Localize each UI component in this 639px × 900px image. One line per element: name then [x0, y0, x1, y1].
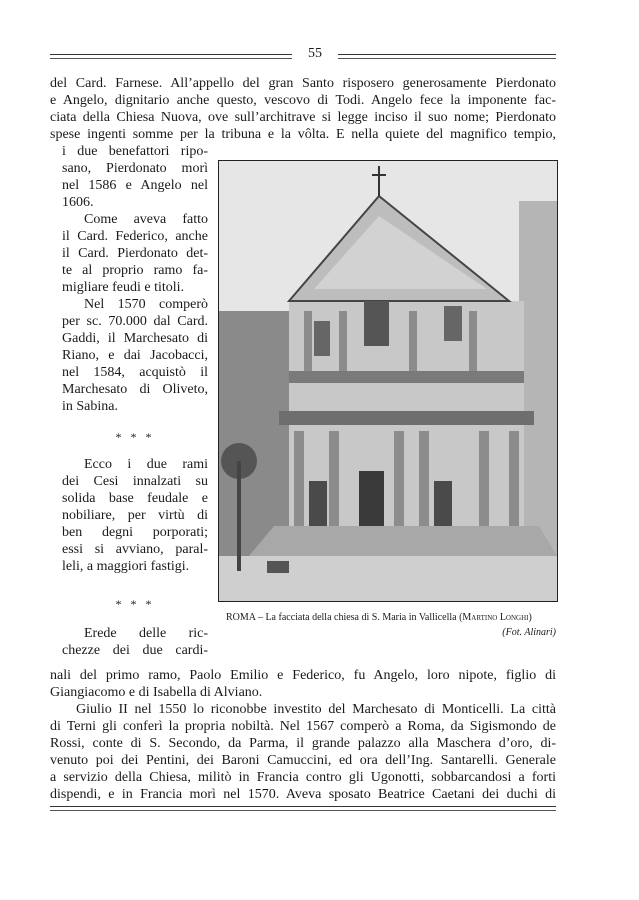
text-line: sano, Pierdonato morì	[62, 161, 208, 176]
text-line: Riano, e dai Jacobacci,	[62, 348, 208, 363]
text-line: di Terni gli conferì la propria nobiltà. Nel 1567 comperò a Roma, da Sigismondo de	[50, 719, 556, 734]
section-separator: * * *	[115, 430, 155, 444]
text-line: Rossi, conte di S. Secondo, da Parma, il grande palazzo alla Maschera d’oro, di-	[50, 736, 556, 751]
text-line: a servizio della Chiesa, militò in Francia contro gli Ugonotti, sobbarcandosi a forti	[50, 770, 556, 785]
text-line: Giangiacomo e di Isabella di Alviano.	[50, 685, 263, 700]
text-line: ciata della Chiesa Nuova, ove sull’architrave si legge inciso il suo nome; Pierdonato	[50, 110, 556, 125]
text-line: nel 1586 e Angelo nel	[62, 178, 208, 193]
text-line: i due benefattori ripo-	[62, 144, 208, 159]
text-line: Giulio II nel 1550 lo riconobbe investito del Marchesato di Monticelli. La città	[76, 702, 556, 717]
text-line: dei Cesi innalzati su	[62, 474, 208, 489]
text-line: Marchesato di Oliveto,	[62, 382, 208, 397]
text-line: Ecco i due rami	[84, 457, 208, 472]
text-line: Gaddi, il Marchesato di	[62, 331, 208, 346]
footer-rule	[50, 806, 556, 811]
church-facade-photo	[218, 160, 558, 602]
text-line: il Card. Federico, anche	[62, 229, 208, 244]
text-line: 1606.	[62, 195, 94, 210]
caption-author: Martino Longhi	[462, 612, 529, 623]
photo-credit: (Fot. Alinari)	[502, 627, 556, 638]
text-line: nel 1584, acquistò il	[62, 365, 208, 380]
page-number: 55	[308, 46, 322, 61]
text-line: ben degni porporati;	[62, 525, 208, 540]
photo-caption: ROMA – La facciata della chiesa di S. Maria in Vallicella (Martino Longhi)	[226, 612, 532, 623]
text-line: Nel 1570 comperò	[84, 297, 208, 312]
text-line: il Card. Pierdonato det-	[62, 246, 208, 261]
text-line: per sc. 70.000 dal Card.	[62, 314, 208, 329]
text-line: leli, a maggiori fastigi.	[62, 559, 190, 574]
text-line: nali del primo ramo, Paolo Emilio e Federico, fu Angelo, loro nipote, figlio di	[50, 668, 556, 683]
text-line: chezze dei due cardi-	[62, 643, 208, 658]
text-line: del Card. Farnese. All’appello del gran Santo risposero generosamente Pierdonato	[50, 76, 556, 91]
text-line: nobiliare, per virtù di	[62, 508, 208, 523]
text-line: e Angelo, dignitario anche questo, vescovo di Todi. Angelo fece la imponente fac-	[50, 93, 556, 108]
text-line: migliare feudi e titoli.	[62, 280, 185, 295]
text-line: spese ingenti somme per la tribuna e la vôlta. E nella quiete del magnifico tempio,	[50, 127, 556, 142]
section-separator: * * *	[115, 597, 155, 611]
text-line: Come aveva fatto	[84, 212, 208, 227]
text-line: solida base feudale e	[62, 491, 208, 506]
text-line: Erede delle ric-	[84, 626, 208, 641]
text-line: venuto poi dei Pentini, dei Baroni Camuccini, ed ora dell’Ing. Santarelli. Generale	[50, 753, 556, 768]
text-line: dispendi, e in Francia morì nel 1570. Aveva sposato Beatrice Caetani dei duchi di	[50, 787, 556, 802]
text-line: in Sabina.	[62, 399, 118, 414]
text-line: essi si avviano, paral-	[62, 542, 208, 557]
text-line: te al proprio ramo fa-	[62, 263, 208, 278]
